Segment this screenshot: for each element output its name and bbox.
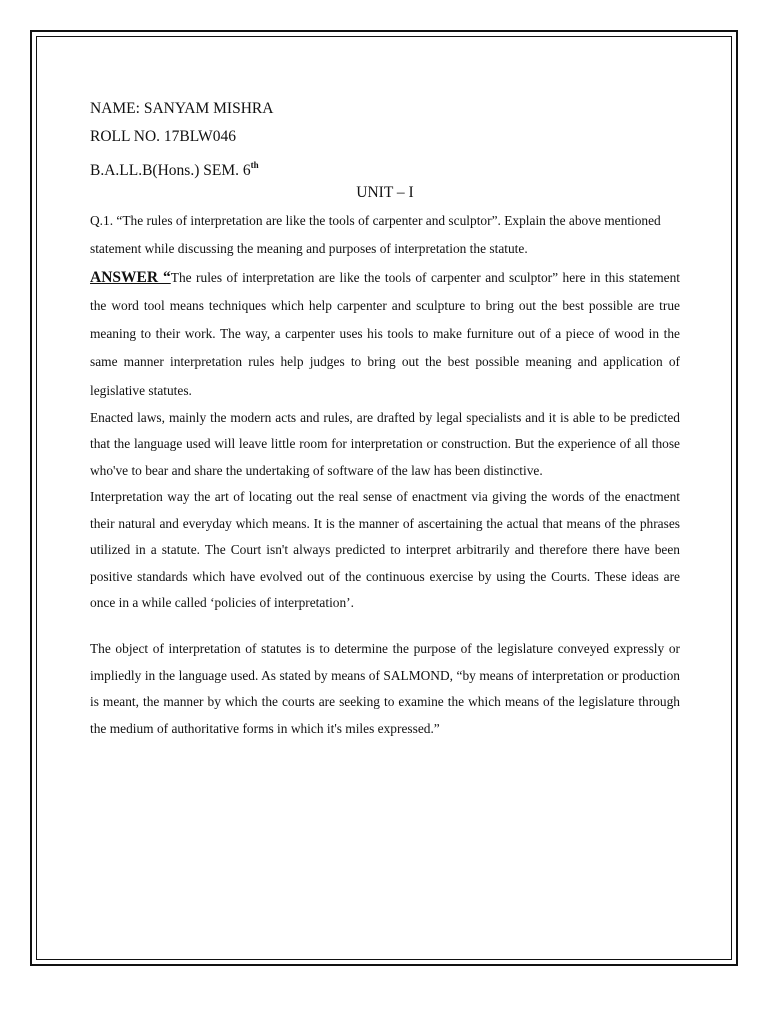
answer-label: ANSWER “: [90, 268, 171, 286]
question-text: Q.1. “The rules of interpretation are like the tools of carpenter and sculptor”. Explain the above mentioned statement while discussing the meaning and purposes of interpretation the statute.: [90, 213, 661, 257]
paragraph-interpretation: Interpretation way the art of locating out the real sense of enactment via giving the words of the enactment their natural and everyday which means. It is the manner of ascertaining the actual that means of the phrases utilized in a statute. The Court isn't always predicted to interpret arbitrarily and therefore there have been positive standards which have evolved out of the continuous exercise by using the Courts. These ideas are once in a while called ‘policies of interpretation’.: [90, 489, 680, 610]
student-name: NAME: SANYAM MISHRA: [90, 100, 274, 117]
semester-suffix: th: [250, 160, 259, 170]
answer-paragraph: [90, 264, 680, 405]
course-semester: [90, 151, 680, 179]
document-body: [90, 95, 680, 742]
paragraph-enacted-laws: Enacted laws, mainly the modern acts and rules, are drafted by legal specialists and it is able to be predicted that the language used will leave little room for interpretation or construction. But the experience of all those who've to bear and share the undertaking of software of the law has been distinctive.: [90, 410, 680, 478]
paragraph-object: The object of interpretation of statutes is to determine the purpose of the legislature conveyed expressly or impliedly in the language used. As stated by means of SALMOND, “by means of interpretation or production is meant, the manner by which the courts are seeking to examine the which means of the legislature through the medium of authoritative forms in which it's miles expressed.”: [90, 641, 680, 736]
answer-text: The rules of interpretation are like the tools of carpenter and sculptor” here in this statement the word tool means techniques which help carpenter and sculpture to bring out the best possible are true meaning to their work. The way, a carpenter uses his tools to make furniture out of a piece of wood in the same manner interpretation rules help judges to bring out the best possible meaning and application of legislative statutes.: [90, 269, 681, 398]
roll-number: ROLL NO. 17BLW046: [90, 128, 236, 145]
course-text: B.A.LL.B(Hons.) SEM. 6: [90, 162, 251, 179]
unit-title: UNIT – I: [356, 184, 414, 201]
